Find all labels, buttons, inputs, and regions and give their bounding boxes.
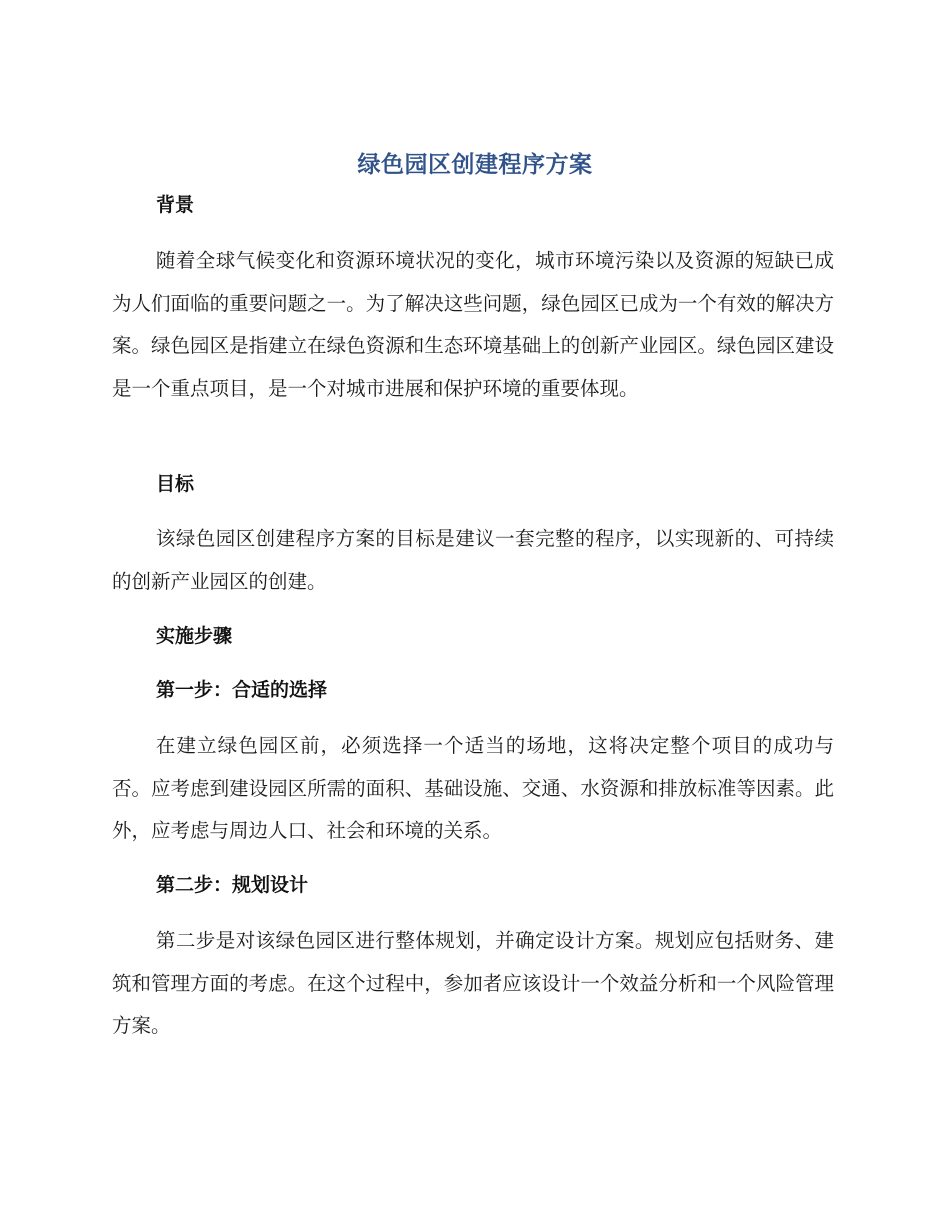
paragraph-goal: 该绿色园区创建程序方案的目标是建议一套完整的程序，以实现新的、可持续的创新产业园区的创建。	[112, 527, 834, 593]
paragraph-background: 随着全球气候变化和资源环境状况的变化，城市环境污染以及资源的短缺已成为人们面临的重要问题之一。为了解决这些问题，绿色园区已成为一个有效的解决方案。绿色园区是指建立在绿色资源和生态环境基础上的创新产业园区。绿色园区建设是一个重点项目，是一个对城市进展和保护环境的重要体现。	[112, 249, 834, 400]
step2-heading: 第二步：规划设计	[156, 874, 309, 896]
document-title: 绿色园区创建程序方案	[357, 152, 593, 178]
section-heading-steps: 实施步骤	[156, 625, 233, 647]
paragraph-step1: 在建立绿色园区前，必须选择一个适当的场地，这将决定整个项目的成功与否。应考虑到建设园区所需的面积、基础设施、交通、水资源和排放标准等因素。此外，应考虑与周边人口、社会和环境的关系。	[112, 734, 834, 842]
section-heading-background: 背景	[156, 194, 195, 216]
paragraph-step2: 第二步是对该绿色园区进行整体规划，并确定设计方案。规划应包括财务、建筑和管理方面的考虑。在这个过程中，参加者应该设计一个效益分析和一个风险管理方案。	[112, 929, 834, 1037]
section-heading-goal: 目标	[156, 473, 195, 495]
step1-heading: 第一步：合适的选择	[156, 679, 328, 701]
